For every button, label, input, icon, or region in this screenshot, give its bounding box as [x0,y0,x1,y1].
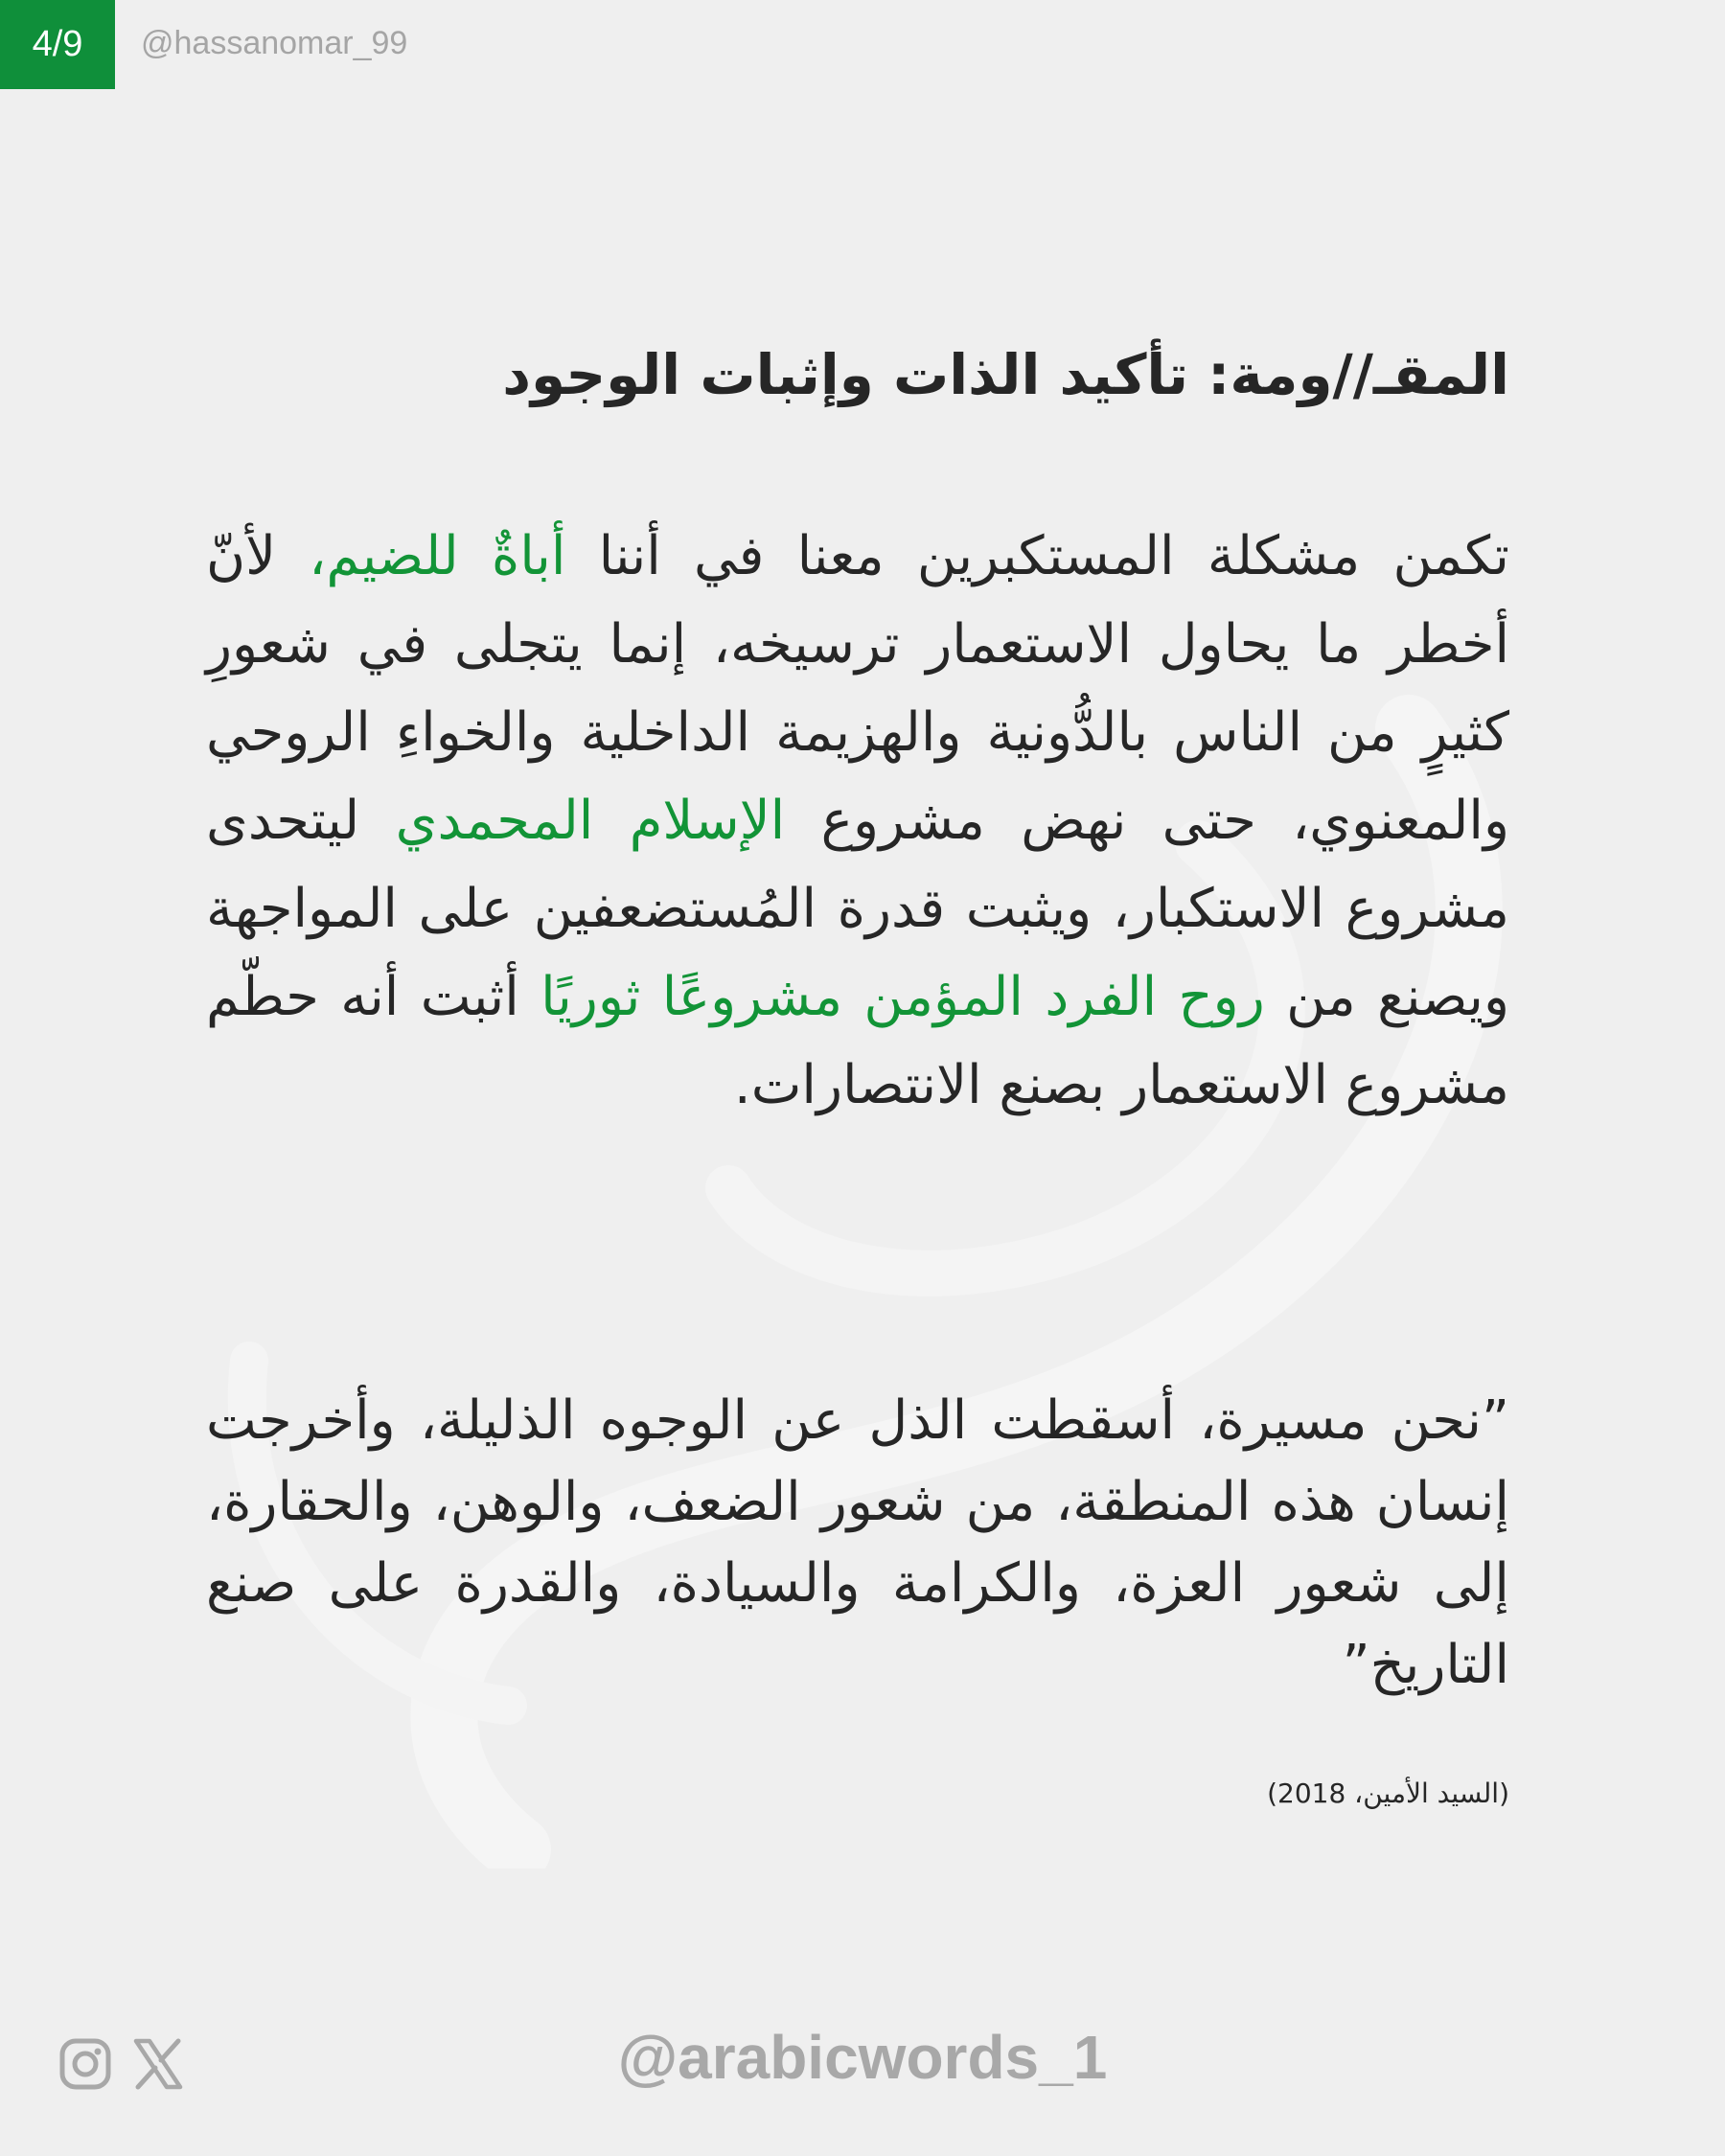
highlighted-phrase: الإسلام المحمدي [395,790,786,852]
site-handle: @arabicwords_1 [617,2023,1108,2092]
highlighted-phrase: أباةٌ للضيم، [309,525,566,587]
author-handle: @hassanomar_99 [141,25,408,61]
article-title: المقـ//ومة: تأكيد الذات وإثبات الوجود [502,342,1509,407]
paragraph-text: ليتحدى مشروع الاستكبار، ويثبت قدرة المُستضعفين على المواجهة ويصنع من [206,790,1509,1028]
page-indicator-badge: 4/9 [0,0,115,89]
paragraph-text: تكمن مشكلة المستكبرين معنا في أننا [565,525,1509,587]
quote-block: ”نحن مسيرة، أسقطت الذل عن الوجوه الذليلة، وأخرجت إنسان هذه المنطقة، من شعور الضعف، والوهن، والحقارة، إلى شعور العزة، والكرامة والسيادة، والقدرة على صنع التاريخ” [206,1389,1509,1696]
highlighted-phrase: روح الفرد المؤمن مشروعًا ثوريًا [540,966,1265,1028]
paragraph-text: أثبت أنه حطّم مشروع الاستعمار بصنع الانتصارات. [206,966,1509,1116]
article-paragraph [206,513,1509,1130]
paragraph-text: لأنّ أخطر ما يحاول الاستعمار ترسيخه، إنما يتجلى في شعورِ كثيرٍ من الناس بالدُّونية والهزيمة الداخلية والخواءِ الروحي والمعنوي، حتى نهض مشروع [206,525,1509,852]
quote-citation: (السيد الأمين، 2018) [1267,1778,1509,1809]
